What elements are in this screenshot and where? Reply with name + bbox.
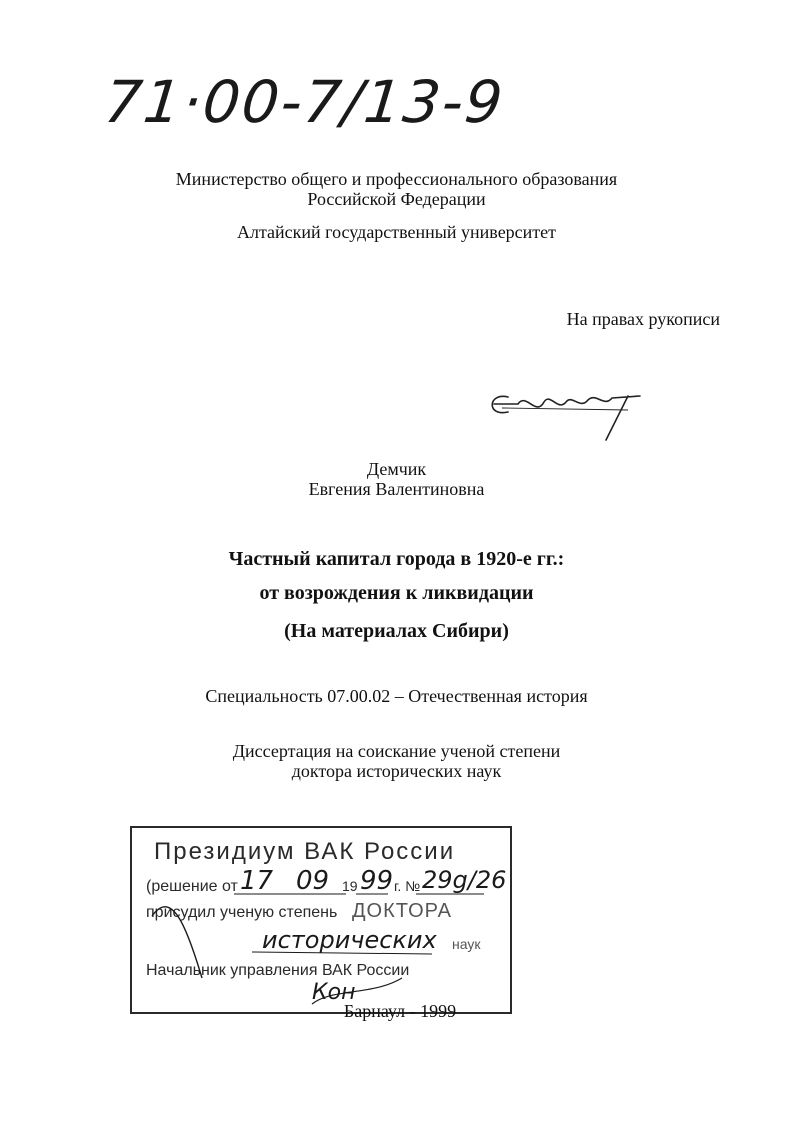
stamp-field-handwritten: исторических xyxy=(262,926,437,954)
author-surname: Демчик xyxy=(366,459,427,479)
stamp-degree: ДОКТОРА xyxy=(352,900,452,922)
stamp-decision-month: 09 xyxy=(296,866,330,896)
stamp-number-label: г. № xyxy=(394,878,421,894)
ministry-line-2: Российской Федерации xyxy=(307,189,486,209)
author-signature xyxy=(478,372,658,444)
stamp-handwriting-strokes xyxy=(132,828,514,1016)
stamp-head-signature: Кон xyxy=(312,980,356,1005)
dissertation-title-line-2: от возрождения к ликвидации xyxy=(259,582,534,604)
dissertation-purpose-line-1: Диссертация на соискание ученой степени xyxy=(232,741,561,761)
author-given-names: Евгения Валентиновна xyxy=(308,479,485,499)
specialty-line: Специальность 07.00.02 – Отечественная история xyxy=(205,686,588,706)
stamp-sciences-label: наук xyxy=(452,936,481,952)
stamp-decision-day: 17 xyxy=(240,866,274,896)
vak-approval-stamp xyxy=(130,826,512,1014)
stamp-decision-number: 29g/26 xyxy=(422,866,507,894)
ministry-line-1: Министерство общего и профессионального образования xyxy=(175,169,618,189)
stamp-head-label: Начальник управления ВАК России xyxy=(146,962,410,979)
stamp-title: Президиум ВАК России xyxy=(154,838,456,865)
stamp-year-prefix: 19 xyxy=(342,878,358,894)
dissertation-title-line-1: Частный капитал города в 1920-е гг.: xyxy=(228,548,565,570)
archive-catalog-number: 71·00-7/13-9 xyxy=(101,68,508,136)
university-name: Алтайский государственный университет xyxy=(236,222,557,242)
manuscript-rights-note: На правах рукописи xyxy=(566,309,720,329)
stamp-decision-prefix: (решение от xyxy=(146,878,238,895)
city-and-year: Барнаул - 1999 xyxy=(343,1001,457,1021)
dissertation-purpose-line-2: доктора исторических наук xyxy=(291,761,502,781)
stamp-awarded-label: присудил ученую степень xyxy=(146,904,338,921)
dissertation-title-line-3: (На материалах Сибири) xyxy=(284,620,509,642)
stamp-decision-year: 99 xyxy=(360,866,394,896)
